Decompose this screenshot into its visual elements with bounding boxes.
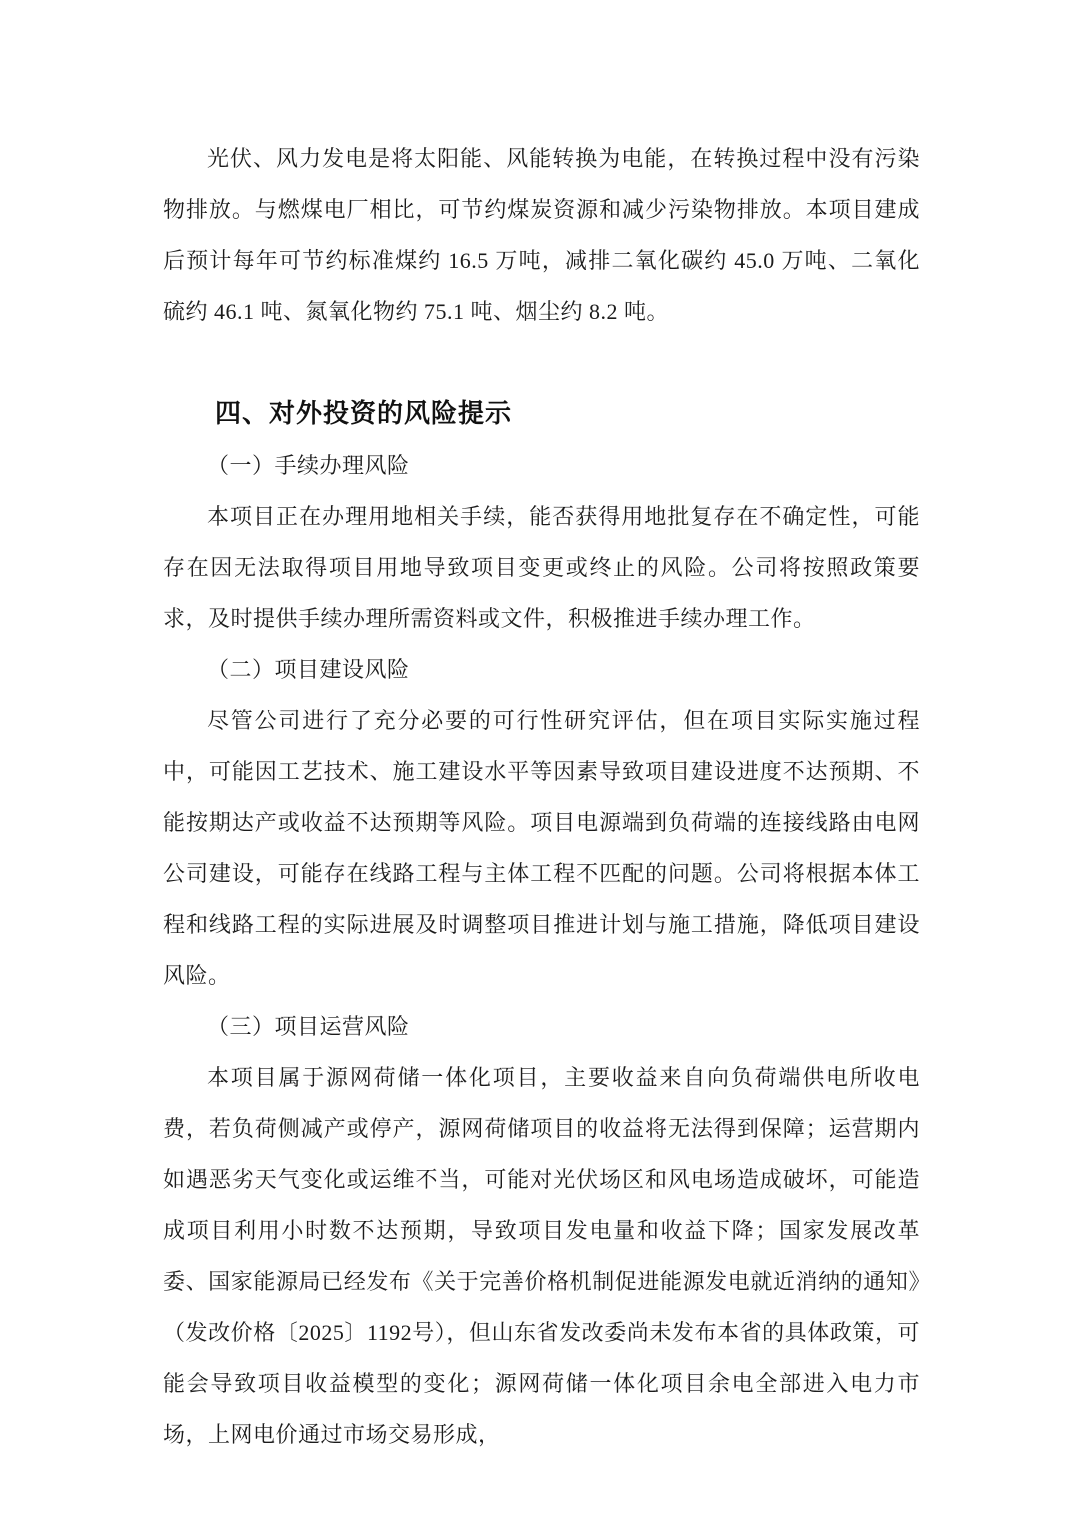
subsection-title: （三）项目运营风险: [207, 1014, 410, 1039]
intro-paragraph: 光伏、风力发电是将太阳能、风能转换为电能，在转换过程中没有污染物排放。与燃煤电厂相比，可节约煤炭资源和减少污染物排放。本项目建成后预计每年可节约标准煤约 16.5 万吨，减排二氧化碳约 45.0 万吨、二氧化硫约 46.1 吨、氮氧化物约 75.1 吨、烟尘约 8.2 吨。: [163, 146, 920, 324]
subsection-procedure-risk: [163, 440, 920, 644]
subsection-title: （二）项目建设风险: [207, 657, 410, 682]
subsection-body: 本项目属于源网荷储一体化项目，主要收益来自向负荷端供电所收电费，若负荷侧减产或停产，源网荷储项目的收益将无法得到保障；运营期内如遇恶劣天气变化或运维不当，可能对光伏场区和风电场造成破坏，可能造成项目利用小时数不达预期，导致项目发电量和收益下降；国家发展改革委、国家能源局已经发布《关于完善价格机制促进能源发电就近消纳的通知》（发改价格〔2025〕1192号），但山东省发改委尚未发布本省的具体政策，可能会导致项目收益模型的变化；源网荷储一体化项目余电全部进入电力市场，上网电价通过市场交易形成，: [163, 1065, 920, 1447]
subsection-body: 尽管公司进行了充分必要的可行性研究评估，但在项目实际实施过程中，可能因工艺技术、施工建设水平等因素导致项目建设进度不达预期、不能按期达产或收益不达预期等风险。项目电源端到负荷端的连接线路由电网公司建设，可能存在线路工程与主体工程不匹配的问题。公司将根据本体工程和线路工程的实际进展及时调整项目推进计划与施工措施，降低项目建设风险。: [163, 708, 920, 988]
section-heading-risk-warning: 四、对外投资的风险提示: [215, 398, 513, 428]
subsection-title: （一）手续办理风险: [207, 453, 410, 478]
document-content: [163, 133, 920, 1460]
subsection-body: 本项目正在办理用地相关手续，能否获得用地批复存在不确定性，可能存在因无法取得项目用地导致项目变更或终止的风险。公司将按照政策要求，及时提供手续办理所需资料或文件，积极推进手续办理工作。: [163, 504, 920, 631]
subsection-operation-risk: [163, 1001, 920, 1460]
subsection-construction-risk: [163, 644, 920, 1001]
